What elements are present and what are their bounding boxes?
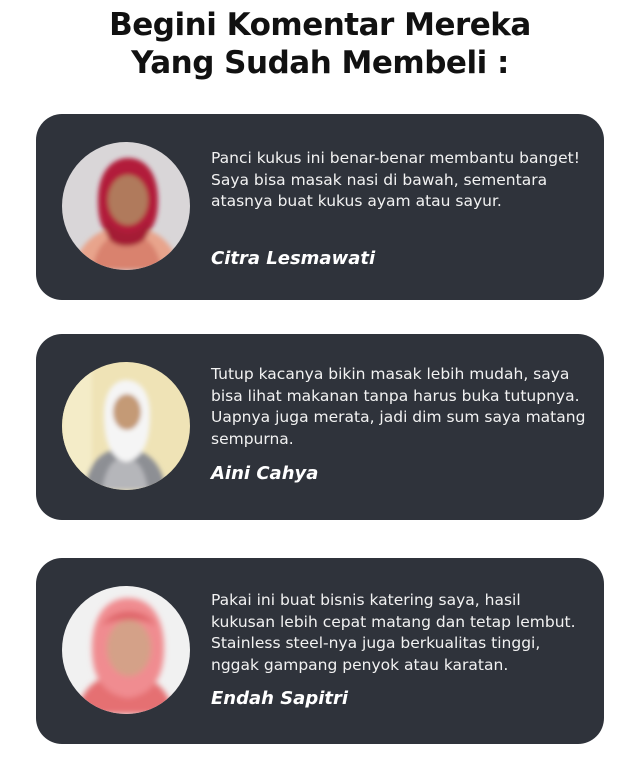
avatar — [62, 586, 190, 714]
testimonial-card — [36, 114, 604, 300]
page-title — [0, 6, 640, 82]
testimonial-quote: Tutup kacanya bikin masak lebih mudah, saya bisa lihat makanan tanpa harus buka tutupnya. Uapnya juga merata, jadi dim sum saya matang sempurna. — [211, 365, 586, 448]
avatar-photo-blurred — [62, 586, 190, 714]
testimonial-card — [36, 334, 604, 520]
avatar-photo-blurred — [62, 142, 190, 270]
testimonial-author: Citra Lesmawati — [211, 248, 376, 269]
testimonial-card — [36, 558, 604, 744]
page-title-line-1: Begini Komentar Mereka — [109, 7, 531, 43]
avatar-photo-blurred — [62, 362, 190, 490]
testimonial-author: Aini Cahya — [211, 463, 319, 484]
testimonial-author: Endah Sapitri — [211, 688, 349, 709]
avatar — [62, 362, 190, 490]
testimonial-quote: Panci kukus ini benar-benar membantu banget! Saya bisa masak nasi di bawah, sementara atasnya buat kukus ayam atau sayur. — [211, 149, 580, 210]
page-title-line-2: Yang Sudah Membeli : — [131, 45, 509, 81]
testimonial-quote: Pakai ini buat bisnis katering saya, hasil kukusan lebih cepat matang dan tetap lembut. Stainless steel-nya juga berkualitas tinggi, nggak gampang penyok atau karatan. — [211, 591, 576, 674]
avatar — [62, 142, 190, 270]
